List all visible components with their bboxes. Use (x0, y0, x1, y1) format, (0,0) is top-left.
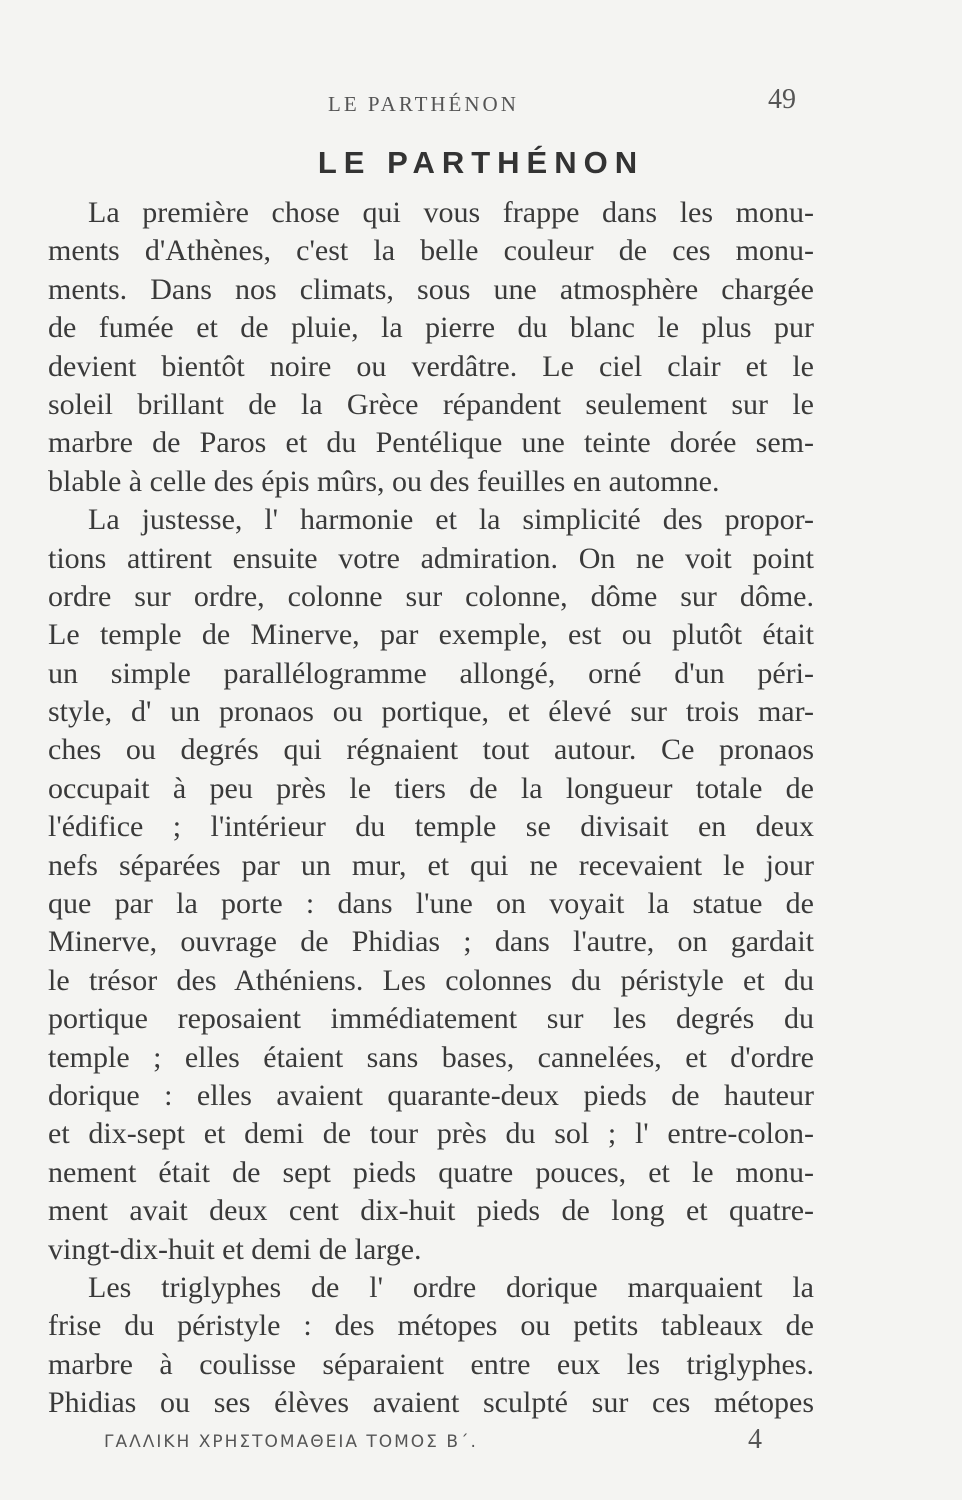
text-line: nement était de sept pieds quatre pouces, et le monu- (48, 1155, 814, 1189)
body-text (48, 194, 814, 1423)
text-line: temple ; elles étaient sans bases, cannelées, et d'ordre (48, 1040, 814, 1074)
text-line: marbre à coulisse séparaient entre eux les triglyphes. (48, 1347, 814, 1381)
text-line: La justesse, l' harmonie et la simplicité des propor- (88, 503, 814, 537)
text-line: Le temple de Minerve, par exemple, est ou plutôt était (48, 618, 814, 652)
text-line: devient bientôt noire ou verdâtre. Le ciel clair et le (48, 349, 814, 383)
text-line: le trésor des Athéniens. Les colonnes du péristyle et du (48, 963, 814, 997)
paragraph-2 (48, 501, 814, 1269)
text-line: Minerve, ouvrage de Phidias ; dans l'autre, on gardait (48, 925, 814, 959)
text-line: que par la porte : dans l'une on voyait la statue de (48, 887, 814, 921)
text-line: marbre de Paros et du Pentélique une teinte dorée sem- (48, 426, 814, 460)
text-line: ment avait deux cent dix-huit pieds de long et quatre- (48, 1194, 814, 1228)
paragraph-1 (48, 194, 814, 501)
text-line: de fumée et de pluie, la pierre du blanc le plus pur (48, 311, 814, 345)
text-line: La première chose qui vous frappe dans les monu- (88, 196, 814, 229)
text-line: tions attirent ensuite votre admiration. On ne voit point (48, 541, 814, 575)
text-line: ches ou degrés qui régnaient tout autour. Ce pronaos (48, 733, 814, 767)
text-line: et dix-sept et demi de tour près du sol ; l' entre-colon- (48, 1117, 814, 1151)
text-line: ordre sur ordre, colonne sur colonne, dôme sur dôme. (48, 579, 814, 613)
text-line: un simple parallélogramme allongé, orné d'un péri- (48, 656, 814, 690)
text-line: occupait à peu près le tiers de la longueur totale de (48, 771, 814, 805)
paragraph-3 (48, 1269, 814, 1423)
text-line: vingt-dix-huit et demi de large. (48, 1232, 422, 1266)
text-line: Phidias ou ses élèves avaient sculpté sur ces métopes (48, 1386, 814, 1420)
signature-number: 4 (748, 1424, 762, 1455)
text-line: dorique : elles avaient quarante-deux pieds de hauteur (48, 1078, 814, 1112)
text-line: nefs séparées par un mur, et qui ne recevaient le jour (48, 848, 814, 882)
text-line: frise du péristyle : des métopes ou petits tableaux de (48, 1309, 814, 1343)
text-line: style, d' un pronaos ou portique, et élevé sur trois mar- (48, 695, 814, 729)
text-line: soleil brillant de la Grèce répandent seulement sur le (48, 387, 814, 421)
text-line: ments. Dans nos climats, sous une atmosphère chargée (48, 272, 814, 306)
text-line: Les triglyphes de l' ordre dorique marquaient la (88, 1270, 814, 1304)
text-line: portique reposaient immédiatement sur les degrés du (48, 1002, 814, 1036)
chapter-title: LE PARTHÉNON (317, 145, 645, 180)
printer-signature: ΓΑΛΛΙΚΗ ΧΡΗΣΤΟΜΑΘΕΙΑ ΤΟΜΟΣ Β΄. (104, 1432, 478, 1452)
text-line: ments d'Athènes, c'est la belle couleur de ces monu- (48, 234, 814, 268)
text-line: blable à celle des épis mûrs, ou des feuilles en automne. (48, 464, 720, 498)
page-number: 49 (768, 84, 796, 115)
text-line: l'édifice ; l'intérieur du temple se divisait en deux (48, 810, 814, 844)
running-title: LE PARTHÉNON (328, 92, 519, 116)
